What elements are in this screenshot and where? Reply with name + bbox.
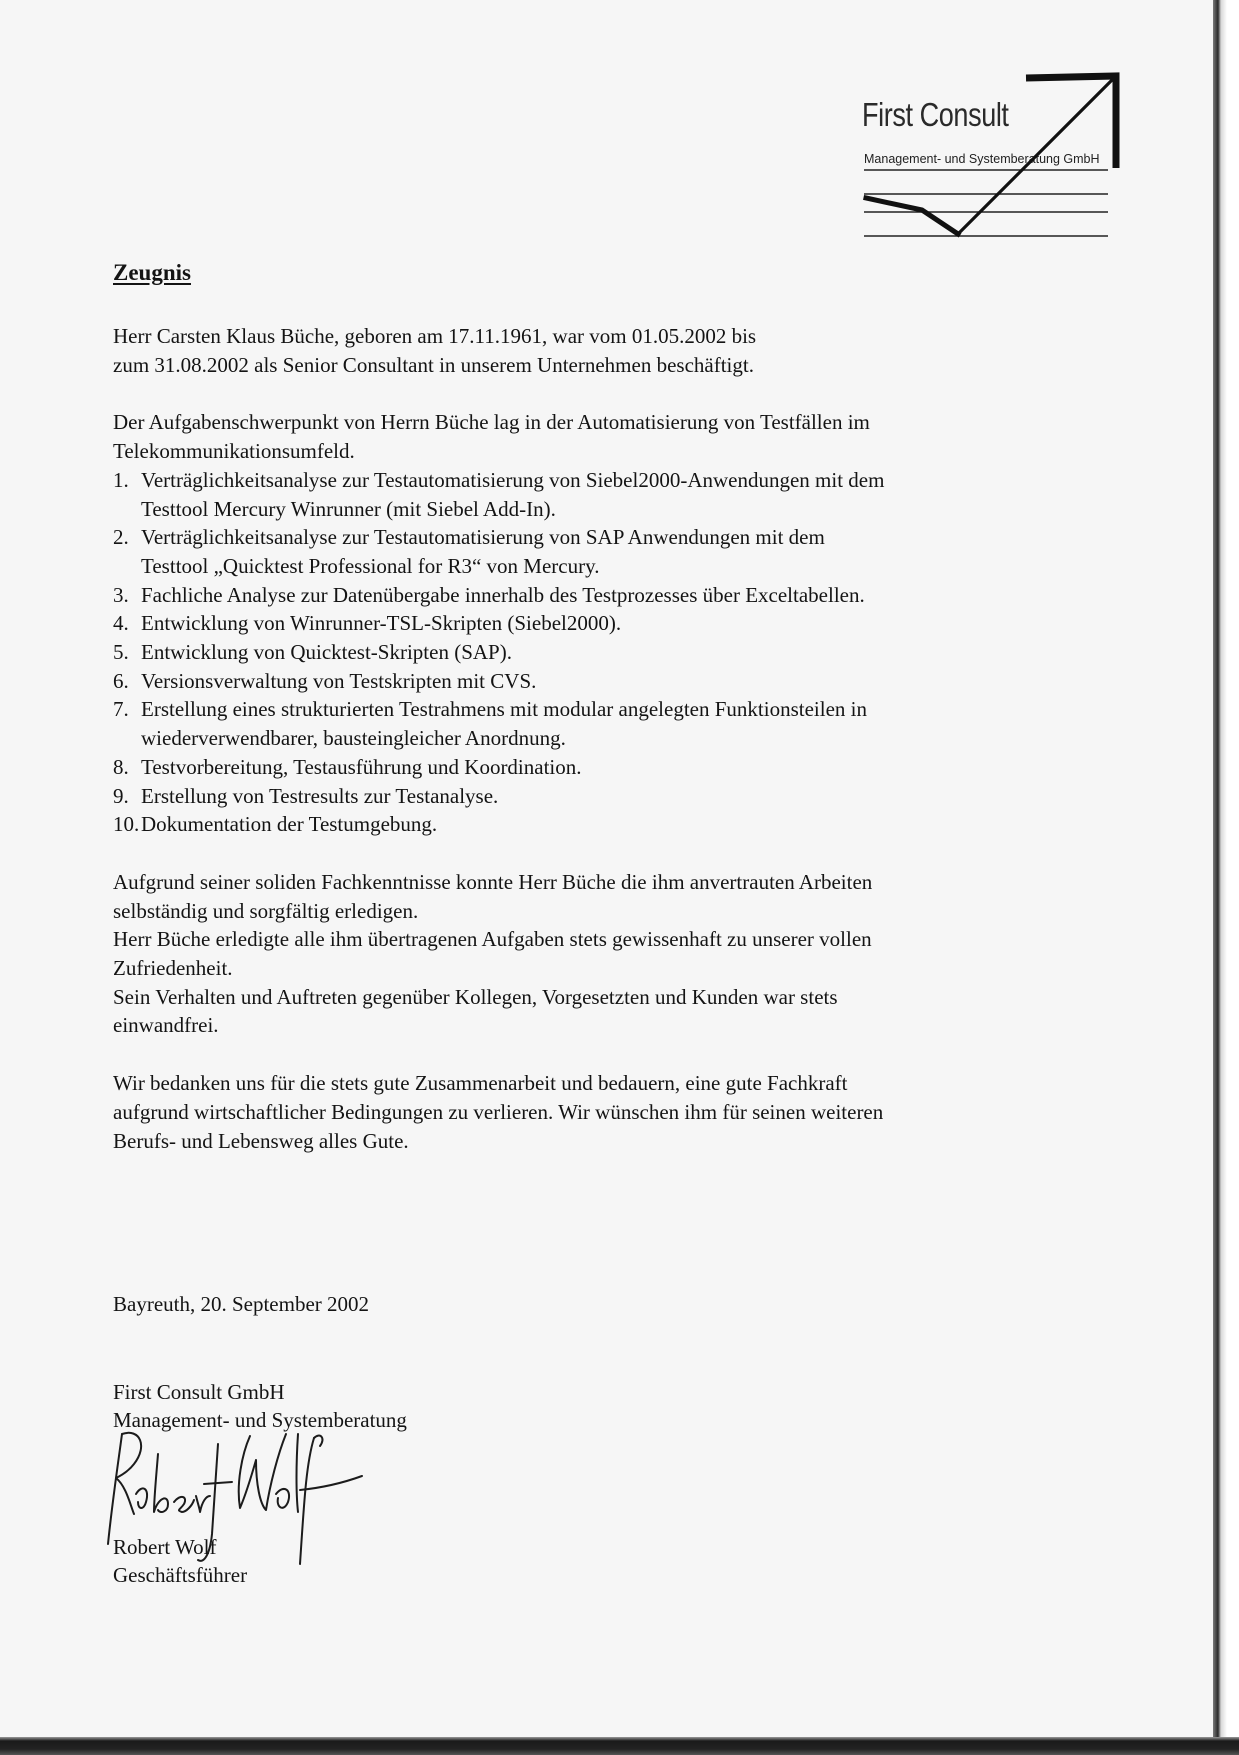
company-letterhead <box>862 72 1122 242</box>
assessment-line: selbständig und sorgfältig erledigen. <box>113 898 419 923</box>
task-text-line: Testvorbereitung, Testausführung und Koordination. <box>141 754 582 779</box>
assessment-line: Zufriedenheit. <box>113 956 233 981</box>
task-number: 1. <box>113 467 129 492</box>
task-text-line: Erstellung von Testresults zur Testanalyse. <box>141 783 499 808</box>
closing-company-subtitle: Management- und Systemberatung <box>113 1408 407 1432</box>
assessment-line: einwandfrei. <box>113 1013 219 1038</box>
farewell-line: Berufs- und Lebensweg alles Gute. <box>113 1128 409 1153</box>
task-item <box>113 753 1053 782</box>
task-text-line: Testtool „Quicktest Professional for R3“ von Mercury. <box>141 553 600 578</box>
task-text-line: Testtool Mercury Winrunner (mit Siebel Add-In). <box>141 496 556 521</box>
task-number: 9. <box>113 783 129 808</box>
farewell-line: aufgrund wirtschaftlicher Bedingungen zu verlieren. Wir wünschen ihm für seinen weiteren <box>113 1099 884 1124</box>
task-text-line: Entwicklung von Quicktest-Skripten (SAP). <box>141 640 512 665</box>
focus-line-2: Telekommunikationsumfeld. <box>113 439 355 464</box>
closing-company: First Consult GmbH <box>113 1380 285 1404</box>
task-number: 4. <box>113 611 129 636</box>
task-number: 10. <box>113 812 140 837</box>
letterhead-company-subtitle: Management- und Systemberatung GmbH <box>864 152 1100 166</box>
task-item <box>113 695 1053 752</box>
task-text-line: Entwicklung von Winrunner-TSL-Skripten (Siebel2000). <box>141 611 622 636</box>
farewell-paragraph <box>113 1069 1053 1155</box>
task-number: 2. <box>113 525 129 550</box>
letter-body <box>113 258 1053 1184</box>
signatory-name: Robert Wolf <box>113 1535 217 1559</box>
task-text-line: Verträglichkeitsanalyse zur Testautomatisierung von SAP Anwendungen mit dem <box>141 525 825 550</box>
task-number: 8. <box>113 754 129 779</box>
task-item <box>113 466 1053 523</box>
task-item <box>113 667 1053 696</box>
task-item <box>113 581 1053 610</box>
task-text-line: Erstellung eines strukturierten Testrahmens mit modular angelegten Funktionsteilen in <box>141 697 867 722</box>
task-number: 5. <box>113 640 129 665</box>
assessment-paragraph <box>113 868 1053 1040</box>
assessment-line: Herr Büche erledigte alle ihm übertragenen Aufgaben stets gewissenhaft zu unserer vollen <box>113 927 872 952</box>
focus-line-1: Der Aufgabenschwerpunkt von Herrn Büche lag in der Automatisierung von Testfällen im <box>113 410 870 435</box>
task-item <box>113 782 1053 811</box>
scan-edge-right <box>1213 0 1239 1755</box>
task-list <box>113 466 1053 839</box>
task-item <box>113 523 1053 580</box>
assessment-line: Aufgrund seiner soliden Fachkenntnisse konnte Herr Büche die ihm anvertrauten Arbeiten <box>113 869 873 894</box>
task-text-line: Verträglichkeitsanalyse zur Testautomatisierung von Siebel2000-Anwendungen mit dem <box>141 467 885 492</box>
rising-arrow-check-logo-icon <box>862 72 1122 242</box>
task-item <box>113 609 1053 638</box>
task-number: 7. <box>113 697 129 722</box>
intro-paragraph <box>113 322 1053 379</box>
letterhead-company-name: First Consult <box>862 96 1009 133</box>
signatory-title: Geschäftsführer <box>113 1563 248 1587</box>
intro-line-1: Herr Carsten Klaus Büche, geboren am 17.11.1961, war vom 01.05.2002 bis <box>113 324 757 348</box>
place-date: Bayreuth, 20. September 2002 <box>113 1292 370 1316</box>
scan-edge-bottom <box>0 1737 1239 1755</box>
tasks-section <box>113 408 1053 839</box>
task-item <box>113 638 1053 667</box>
farewell-line: Wir bedanken uns für die stets gute Zusammenarbeit und bedauern, eine gute Fachkraft <box>113 1071 848 1096</box>
task-number: 3. <box>113 582 129 607</box>
task-text-line: wiederverwendbarer, bausteingleicher Anordnung. <box>141 726 566 751</box>
document-title: Zeugnis <box>113 260 191 285</box>
task-item <box>113 810 1053 839</box>
intro-line-2: zum 31.08.2002 als Senior Consultant in unserem Unternehmen beschäftigt. <box>113 352 754 377</box>
task-text-line: Fachliche Analyse zur Datenübergabe innerhalb des Testprozesses über Exceltabellen. <box>141 582 865 607</box>
task-text-line: Versionsverwaltung von Testskripten mit CVS. <box>141 668 537 693</box>
task-text-line: Dokumentation der Testumgebung. <box>141 812 438 837</box>
assessment-line: Sein Verhalten und Auftreten gegenüber Kollegen, Vorgesetzten und Kunden war stets <box>113 984 838 1009</box>
task-number: 6. <box>113 668 129 693</box>
